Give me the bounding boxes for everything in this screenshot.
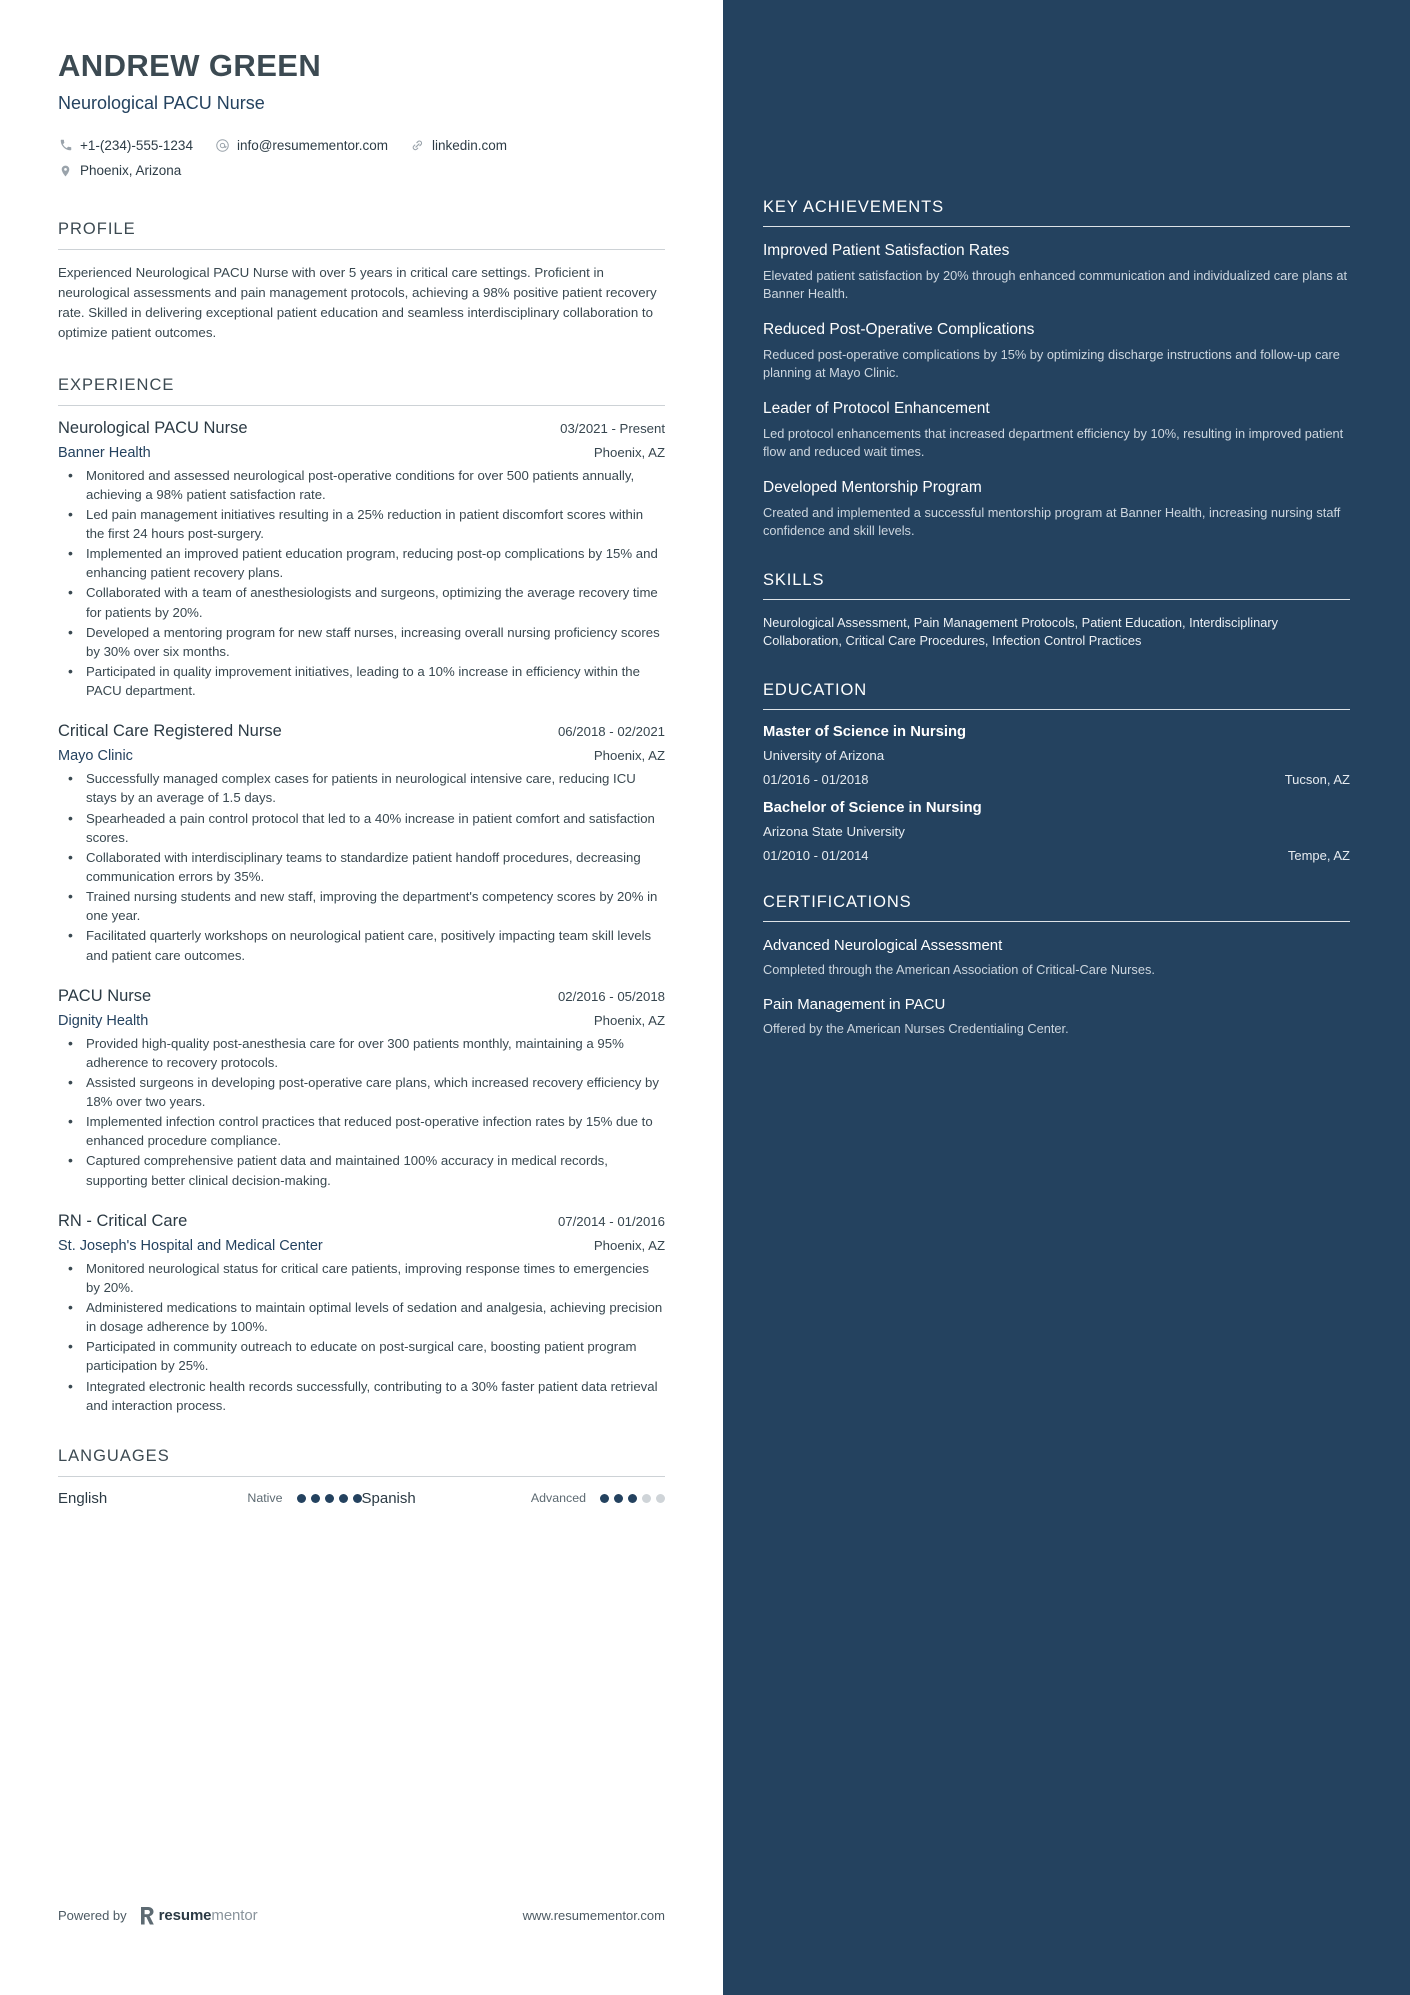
education-degree: Master of Science in Nursing <box>763 723 967 740</box>
experience-location: Phoenix, AZ <box>593 748 665 764</box>
achievement-item <box>763 399 1350 461</box>
certification-description: Completed through the American Association of Critical-Care Nurses. <box>763 962 1155 978</box>
footer-website[interactable]: www.resumementor.com <box>522 1908 665 1923</box>
experience-bullets <box>58 769 665 964</box>
key-achievements-heading: KEY ACHIEVEMENTS <box>763 198 944 216</box>
email-icon <box>215 138 230 153</box>
experience-bullet: • Provided high-quality post-anesthesia care for over 300 patients monthly, maintaining a 95% adherence to recovery protocols. <box>58 1034 665 1072</box>
language-level-dot <box>311 1494 320 1503</box>
profile-heading: PROFILE <box>58 219 136 238</box>
certification-description: Offered by the American Nurses Credentialing Center. <box>763 1021 1069 1037</box>
experience-heading: EXPERIENCE <box>58 375 175 394</box>
certifications-divider <box>763 921 1350 922</box>
skills-heading: SKILLS <box>763 570 825 589</box>
education-dates: 01/2010 - 01/2014 <box>763 847 869 863</box>
languages-section <box>58 1447 665 1507</box>
experience-location: Phoenix, AZ <box>593 1012 665 1028</box>
contact-location-row <box>58 158 665 187</box>
contact-email[interactable] <box>215 133 388 159</box>
language-level-dot <box>325 1494 334 1503</box>
experience-bullet: • Monitored neurological status for critical care patients, improving response times to emergencies by 20%. <box>58 1259 665 1297</box>
language-level-dot <box>628 1494 637 1503</box>
experience-bullet: • Assisted surgeons in developing post-operative care plans, which increased recovery efficiency by 18% over two years. <box>58 1073 665 1111</box>
language-level-dot <box>353 1494 362 1503</box>
education-school: University of Arizona <box>763 747 885 763</box>
profile-divider <box>58 249 665 250</box>
achievement-item <box>763 478 1350 540</box>
key-achievements-section <box>763 198 1350 541</box>
experience-bullet: • Administered medications to maintain optimal levels of sedation and analgesia, achieving precision in dosage adherence by 100%. <box>58 1298 665 1336</box>
profile-text: Experienced Neurological PACU Nurse with over 5 years in critical care settings. Proficient in neurological assessments and pain management protocols, achieving a 98% positive patient recovery rate. Skilled in delivering exceptional patient education and seamless interdisciplinary collaboration to optimize patient outcomes. <box>58 264 657 341</box>
skills-divider <box>763 599 1350 600</box>
certification-item <box>763 936 1350 979</box>
contact-email-text: info@resumementor.com <box>236 137 388 153</box>
resumementor-logo-icon <box>140 1906 155 1925</box>
achievement-description: Elevated patient satisfaction by 20% through enhanced communication and individualized care plans at Banner Health. <box>763 267 1348 301</box>
key-achievements-list <box>763 241 1350 541</box>
experience-dates: 02/2016 - 05/2018 <box>557 988 665 1004</box>
experience-company: Banner Health <box>58 444 151 461</box>
certification-title: Advanced Neurological Assessment <box>763 936 1003 954</box>
experience-bullet: • Implemented infection control practices that reduced post-operative infection rates by 15% due to enhanced procedure compliance. <box>58 1112 665 1150</box>
experience-bullet: • Participated in community outreach to educate on post-surgical care, boosting patient program participation by 25%. <box>58 1337 665 1375</box>
experience-bullets <box>58 1259 665 1415</box>
experience-company-row <box>58 748 665 764</box>
experience-company-row <box>58 1238 665 1254</box>
language-level-label: Advanced <box>530 1491 586 1506</box>
achievement-title: Improved Patient Satisfaction Rates <box>763 242 1010 259</box>
experience-bullet: • Integrated electronic health records successfully, contributing to a 30% faster patient data retrieval and interaction process. <box>58 1377 665 1415</box>
language-name: Spanish <box>361 1489 416 1507</box>
experience-bullet: • Monitored and assessed neurological post-operative conditions for over 500 patients annually, achieving a 98% patient satisfaction rate. <box>58 466 665 504</box>
experience-item <box>58 419 665 701</box>
language-level-dots <box>600 1494 665 1503</box>
education-location: Tempe, AZ <box>1287 847 1350 863</box>
experience-bullet: • Spearheaded a pain control protocol that led to a 40% increase in patient comfort and satisfaction scores. <box>58 809 665 847</box>
experience-company: Mayo Clinic <box>58 748 133 765</box>
experience-bullet: • Facilitated quarterly workshops on neurological patient care, positively impacting team skill levels and patient care outcomes. <box>58 926 665 964</box>
language-level-dot <box>600 1494 609 1503</box>
certifications-section <box>763 893 1350 1039</box>
experience-role: RN - Critical Care <box>58 1211 188 1230</box>
language-level-dots <box>297 1494 362 1503</box>
experience-title-row <box>58 987 665 1006</box>
experience-company-row <box>58 445 665 461</box>
experience-title-row <box>58 722 665 741</box>
language-level-dot <box>642 1494 651 1503</box>
language-name: English <box>58 1489 108 1507</box>
certifications-heading: CERTIFICATIONS <box>763 892 912 911</box>
experience-bullet: • Captured comprehensive patient data and maintained 100% accuracy in medical records, supporting better clinical decision-making. <box>58 1151 665 1189</box>
achievement-description: Led protocol enhancements that increased department efficiency by 10%, resulting in improved patient flow and reduced wait times. <box>763 426 1344 460</box>
experience-bullets <box>58 1034 665 1190</box>
language-level-label: Native <box>247 1491 283 1506</box>
achievement-item <box>763 241 1350 303</box>
language-level-dot <box>656 1494 665 1503</box>
powered-by-label: Powered by <box>58 1908 127 1923</box>
experience-item <box>58 722 665 964</box>
resumementor-logo-text <box>159 1907 258 1924</box>
candidate-job-title: Neurological PACU Nurse <box>58 92 265 113</box>
experience-bullets <box>58 466 665 701</box>
contact-details <box>58 133 665 188</box>
experience-bullet: • Successfully managed complex cases for patients in neurological intensive care, reducing ICU stays by an average of 1.5 days. <box>58 769 665 807</box>
experience-company-row <box>58 1013 665 1029</box>
skills-section <box>763 571 1350 651</box>
education-location: Tucson, AZ <box>1284 771 1350 787</box>
experience-dates: 06/2018 - 02/2021 <box>557 724 665 740</box>
footer <box>58 1906 665 1925</box>
achievement-item <box>763 320 1350 382</box>
contact-phone-text: +1-(234)-555-1234 <box>80 137 193 153</box>
education-meta <box>763 772 1350 787</box>
experience-bullet: • Implemented an improved patient education program, reducing post-op complications by 15% and enhancing patient recovery plans. <box>58 544 665 582</box>
location-pin-icon <box>58 164 73 179</box>
experience-item <box>58 1212 665 1415</box>
language-level-dot <box>339 1494 348 1503</box>
experience-bullet: • Collaborated with interdisciplinary teams to standardize patient handoff procedures, decreasing communication errors by 35%. <box>58 848 665 886</box>
experience-item <box>58 987 665 1190</box>
resume-sidebar <box>723 0 1410 1995</box>
experience-location: Phoenix, AZ <box>593 444 665 460</box>
contact-linkedin[interactable] <box>410 133 507 159</box>
powered-by-block <box>58 1906 258 1925</box>
resumementor-logo <box>140 1906 258 1925</box>
key-achievements-divider <box>763 226 1350 227</box>
language-level-dot <box>297 1494 306 1503</box>
education-item <box>763 724 1350 787</box>
experience-location: Phoenix, AZ <box>593 1237 665 1253</box>
education-meta <box>763 848 1350 863</box>
experience-title-row <box>58 1212 665 1231</box>
experience-list <box>58 419 665 1415</box>
skills-text: Neurological Assessment, Pain Management Protocols, Patient Education, Interdisciplinary Collaboration, Critical Care Procedures, Infection Control Practices <box>763 614 1278 649</box>
achievement-description: Reduced post-operative complications by 15% by optimizing discharge instructions and follow-up care planning at Mayo Clinic. <box>763 346 1340 381</box>
experience-role: PACU Nurse <box>58 986 152 1005</box>
achievement-title: Reduced Post-Operative Complications <box>763 321 1035 339</box>
language-level-dot <box>614 1494 623 1503</box>
logo-bold-text: resume <box>158 1907 212 1924</box>
education-dates: 01/2016 - 01/2018 <box>763 771 869 787</box>
education-list <box>763 724 1350 863</box>
education-degree: Bachelor of Science in Nursing <box>763 799 982 816</box>
achievement-title: Leader of Protocol Enhancement <box>763 400 990 418</box>
experience-dates: 03/2021 - Present <box>560 420 665 436</box>
languages-heading: LANGUAGES <box>58 1446 170 1465</box>
achievement-title: Developed Mentorship Program <box>763 479 982 497</box>
contact-location <box>58 158 181 184</box>
profile-section <box>58 220 665 344</box>
contact-phone[interactable] <box>58 133 193 159</box>
certification-item <box>763 995 1350 1038</box>
logo-light-text: mentor <box>211 1907 258 1924</box>
candidate-name: ANDREW GREEN <box>58 48 322 83</box>
education-school: Arizona State University <box>763 823 905 839</box>
education-divider <box>763 709 1350 710</box>
contact-location-text: Phoenix, Arizona <box>80 163 182 179</box>
link-icon <box>410 138 425 153</box>
experience-company: St. Joseph's Hospital and Medical Center <box>58 1237 323 1254</box>
certifications-list <box>763 936 1350 1039</box>
experience-bullet: • Collaborated with a team of anesthesiologists and surgeons, optimizing the average recovery time for patients by 20%. <box>58 583 665 621</box>
experience-role: Neurological PACU Nurse <box>58 418 248 437</box>
experience-title-row <box>58 419 665 438</box>
language-item <box>362 1490 666 1507</box>
experience-company: Dignity Health <box>58 1012 149 1029</box>
experience-bullet: • Led pain management initiatives resulting in a 25% reduction in patient discomfort scores within the first 24 hours post-surgery. <box>58 505 665 543</box>
achievement-description: Created and implemented a successful mentorship program at Banner Health, increasing nursing staff confidence and skill levels. <box>763 505 1341 539</box>
experience-bullet: • Participated in quality improvement initiatives, leading to a 10% increase in efficiency within the PACU department. <box>58 662 665 700</box>
education-item <box>763 800 1350 863</box>
language-item <box>58 1490 362 1507</box>
experience-bullet: • Developed a mentoring program for new staff nurses, increasing overall nursing proficiency scores by 30% over six months. <box>58 623 665 661</box>
experience-section <box>58 376 665 1415</box>
experience-role: Critical Care Registered Nurse <box>58 722 282 741</box>
phone-icon <box>58 138 73 153</box>
languages-divider <box>58 1476 665 1477</box>
education-heading: EDUCATION <box>763 680 868 699</box>
experience-bullet: • Trained nursing students and new staff, improving the department's competency scores by 20% in one year. <box>58 887 665 925</box>
education-section <box>763 681 1350 863</box>
languages-list <box>58 1490 665 1507</box>
experience-dates: 07/2014 - 01/2016 <box>557 1213 665 1229</box>
experience-divider <box>58 405 665 406</box>
certification-title: Pain Management in PACU <box>763 996 946 1014</box>
contact-linkedin-text: linkedin.com <box>431 137 508 153</box>
